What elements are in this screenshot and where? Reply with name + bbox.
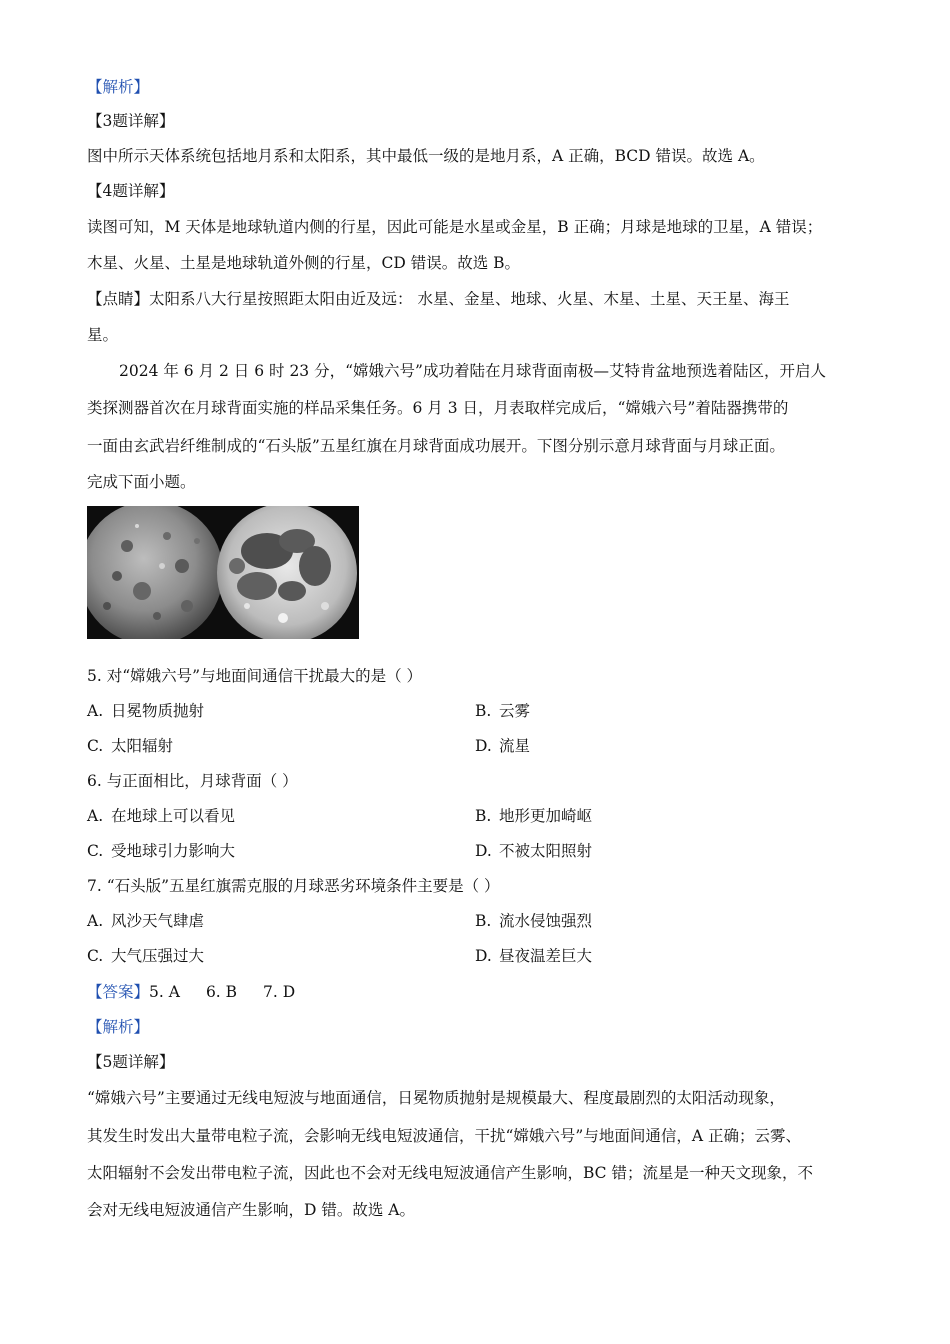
option-key: A. — [87, 807, 104, 825]
option-key: B. — [475, 807, 492, 825]
answer-5: 5. A — [149, 983, 180, 1001]
tip-text-2: 星。 — [87, 326, 119, 344]
option-key: D. — [475, 842, 492, 860]
option-text: 流星 — [499, 737, 531, 755]
option-key: B. — [475, 702, 492, 720]
option-text: 受地球引力影响大 — [111, 842, 236, 860]
option-key: D. — [475, 737, 492, 755]
option-key: B. — [475, 912, 492, 930]
option-text: 日冕物质抛射 — [111, 702, 205, 720]
option-text: 在地球上可以看见 — [111, 807, 236, 825]
passage-line-4: 完成下面小题。 — [87, 473, 196, 491]
answer-7: 7. D — [263, 983, 296, 1001]
option-text: 云雾 — [499, 702, 531, 720]
option-key: C. — [87, 842, 104, 860]
q4-detail-text-2: 木星、火星、土星是地球轨道外侧的行星，CD 错误。故选 B。 — [87, 254, 521, 272]
tip-text-1: 太阳系八大行星按照距太阳由近及远： 水星、金星、地球、火星、木星、土星、天王星、海王 — [149, 290, 790, 308]
question-7-stem: 7. “石头版”五星红旗需克服的月球恶劣环境条件主要是（ ） — [87, 877, 500, 895]
question-6-stem: 6. 与正面相比，月球背面（ ） — [87, 772, 298, 790]
q5-detail-text-4: 会对无线电短波通信产生影响，D 错。故选 A。 — [87, 1201, 415, 1219]
option-key: C. — [87, 737, 104, 755]
option-text: 不被太阳照射 — [499, 842, 593, 860]
q7-option-c — [87, 946, 204, 966]
option-text: 流水侵蚀强烈 — [499, 912, 593, 930]
moon-figure-graphic — [87, 506, 359, 639]
option-text: 昼夜温差巨大 — [499, 947, 593, 965]
q7-option-d — [475, 946, 592, 966]
q5-detail-tag: 【5题详解】 — [87, 1053, 175, 1071]
answer-line — [87, 982, 321, 1002]
passage-line-3: 一面由玄武岩纤维制成的“石头版”五星红旗在月球背面成功展开。下图分别示意月球背面与月球正面。 — [87, 437, 785, 455]
q5-detail-text-1: “嫦娥六号”主要通过无线电短波与地面通信，日冕物质抛射是规模最大、程度最剧烈的太阳活动现象， — [87, 1089, 785, 1107]
q5-option-a — [87, 701, 204, 721]
analysis-tag: 【解析】 — [87, 78, 150, 96]
option-key: A. — [87, 912, 104, 930]
q5-option-c — [87, 736, 173, 756]
option-text: 太阳辐射 — [111, 737, 174, 755]
q7-option-a — [87, 911, 204, 931]
far-side-moon — [87, 506, 223, 639]
q5-detail-text-2: 其发生时发出大量带电粒子流，会影响无线电短波通信，干扰“嫦娥六号”与地面间通信，A 正确；云雾、 — [87, 1127, 801, 1145]
answer-6: 6. B — [205, 983, 238, 1001]
option-key: A. — [87, 702, 104, 720]
q6-option-a — [87, 806, 235, 826]
q7-option-b — [475, 911, 592, 931]
answer-tag: 【答案】 — [87, 983, 150, 1001]
q3-detail-tag: 【3题详解】 — [87, 112, 175, 130]
q3-detail-text: 图中所示天体系统包括地月系和太阳系，其中最低一级的是地月系，A 正确，BCD 错误。故选 A。 — [87, 147, 765, 165]
passage-line-2: 类探测器首次在月球背面实施的样品采集任务。6 月 3 日，月表取样完成后，“嫦娥六号”着陆器携带的 — [87, 399, 789, 417]
q5-option-b — [475, 701, 530, 721]
q5-detail-text-3: 太阳辐射不会发出带电粒子流，因此也不会对无线电短波通信产生影响，BC 错；流星是一种天文现象，不 — [87, 1164, 813, 1182]
tip-paragraph — [87, 289, 789, 309]
q6-option-d — [475, 841, 592, 861]
q5-option-d — [475, 736, 530, 756]
analysis-tag-2: 【解析】 — [87, 1018, 150, 1036]
q4-detail-text-1: 读图可知，M 天体是地球轨道内侧的行星，因此可能是水星或金星，B 正确；月球是地球的卫星，A 错误； — [87, 218, 823, 236]
near-side-moon — [217, 506, 357, 639]
moon-figure — [87, 506, 359, 639]
option-key: C. — [87, 947, 104, 965]
q6-option-c — [87, 841, 235, 861]
option-key: D. — [475, 947, 492, 965]
tip-tag: 【点睛】 — [87, 290, 150, 308]
q6-option-b — [475, 806, 592, 826]
q4-detail-tag: 【4题详解】 — [87, 182, 175, 200]
option-text: 大气压强过大 — [111, 947, 205, 965]
option-text: 地形更加崎岖 — [499, 807, 593, 825]
passage-line-1: 2024 年 6 月 2 日 6 时 23 分，“嫦娥六号”成功着陆在月球背面南极—艾特肯盆地预选着陆区，开启人 — [119, 362, 826, 380]
option-text: 风沙天气肆虐 — [111, 912, 205, 930]
question-5-stem: 5. 对“嫦娥六号”与地面间通信干扰最大的是（ ） — [87, 667, 422, 685]
